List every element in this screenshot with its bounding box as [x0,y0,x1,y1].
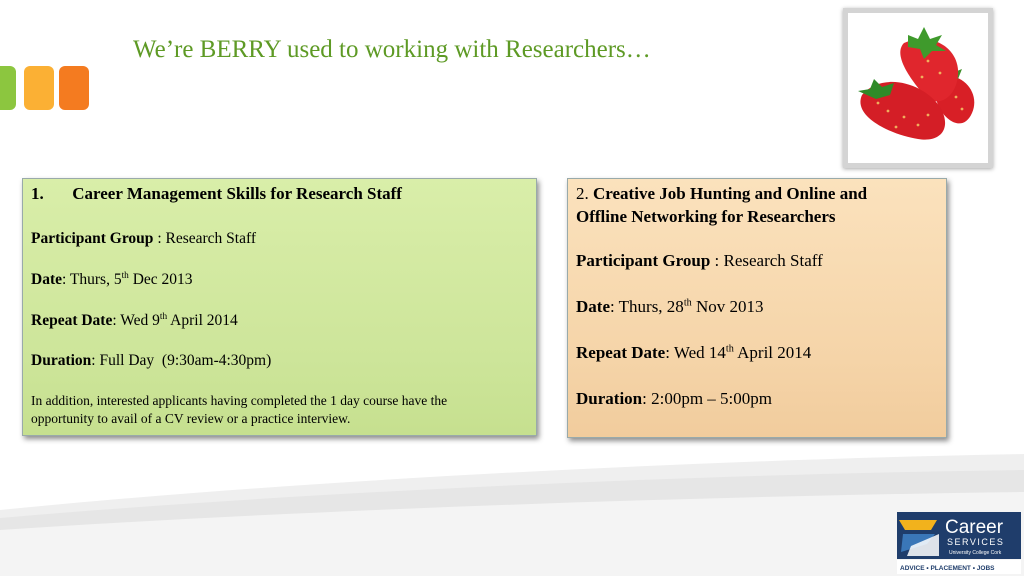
card1-repeat-suffix: th [159,311,168,322]
card2-heading-number: 2. [576,184,593,203]
card2-duration-value: : 2:00pm – 5:00pm [642,389,772,408]
accent-square-green [0,66,16,110]
card2-participant-group [576,251,823,271]
card1-note-line1: In addition, interested applicants having completed the 1 day course have the [31,393,448,408]
career-services-logo [897,512,1021,574]
slide-title: We’re BERRY used to working with Researchers… [133,36,651,63]
card1-date [31,271,193,289]
card1-heading-number: 1. [31,184,44,203]
card2-group-value: : Research Staff [710,251,823,270]
card2-duration [576,389,772,409]
card1-duration [31,352,271,370]
card1-date-label: Date [31,271,62,288]
logo-services-text: SERVICES [947,537,1005,547]
card2-repeat-value: : Wed 14 [665,343,726,362]
course-card-1 [22,178,537,436]
logo-tagline: ADVICE • PLACEMENT • JOBS [900,565,995,572]
card1-date-suffix: th [121,270,129,281]
card2-date-suffix: th [683,297,692,309]
card1-duration-label: Duration [31,352,92,369]
card1-repeat-value: : Wed 9 [112,312,160,329]
logo-career-text: Career [945,517,1004,538]
course-card-2 [567,178,947,438]
logo-ucc-text: University College Cork [949,550,1002,556]
card1-duration-value: : Full Day (9:30am-4:30pm) [91,352,272,369]
card2-date-value: : Thurs, 28 [609,297,684,316]
card2-heading-line1 [576,184,867,204]
card2-repeat-label: Repeat Date [576,343,666,362]
card1-group-label: Participant Group [31,230,154,247]
card1-participant-group [31,230,256,248]
card1-note-line2: opportunity to avail of a CV review or a practice interview. [31,411,351,426]
card1-repeat-date [31,312,238,330]
card2-date [576,297,764,317]
card2-duration-label: Duration [576,389,643,408]
card1-date-value: : Thurs, 5 [62,271,122,288]
card1-repeat-label: Repeat Date [31,312,113,329]
card2-repeat-date [576,343,811,363]
card2-heading-text: Creative Job Hunting and Online and [593,184,868,203]
accent-square-orange [59,66,89,110]
card2-repeat-month: April 2014 [733,343,812,362]
card1-repeat-month: April 2014 [167,312,238,329]
card2-date-month: Nov 2013 [691,297,764,316]
card2-group-label: Participant Group [576,251,711,270]
card2-heading-line2: Offline Networking for Researchers [576,207,836,226]
card2-date-label: Date [576,297,610,316]
card1-date-month: Dec 2013 [128,271,193,288]
card1-group-value: : Research Staff [153,230,257,247]
accent-square-yellow [24,66,54,110]
background-swoosh [0,440,1024,576]
card1-heading-text: Career Management Skills for Research Staff [72,184,402,203]
card2-repeat-suffix: th [725,343,734,355]
card1-heading [31,184,402,204]
strawberries-photo [843,8,993,168]
